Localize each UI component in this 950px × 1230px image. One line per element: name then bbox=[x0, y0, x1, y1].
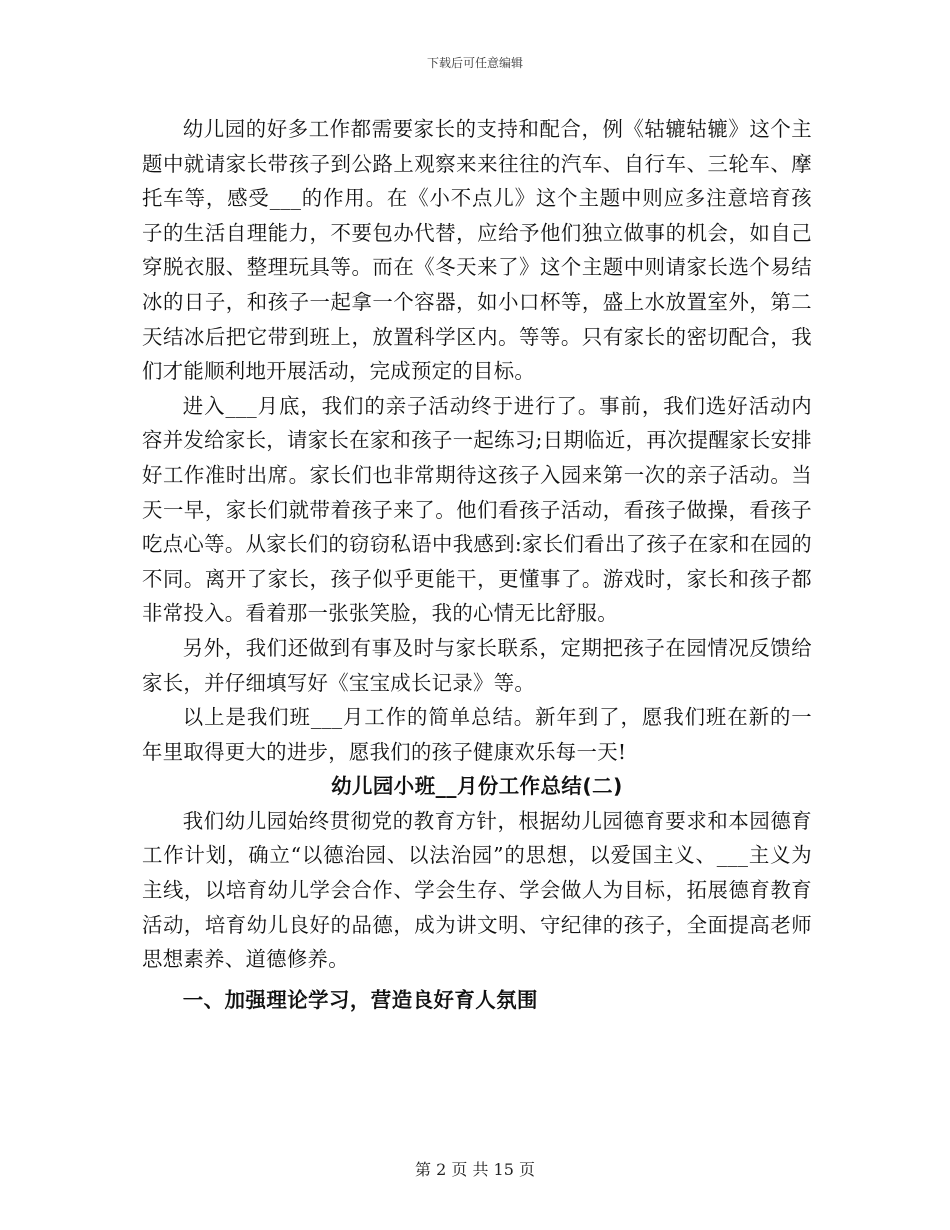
subheading-theory-study: 一、加强理论学习，营造良好育人氛围 bbox=[182, 987, 538, 1012]
page-footer: 第 2 页 共 15 页 bbox=[415, 1160, 535, 1179]
section-title: 幼儿园小班__月份工作总结(二) bbox=[331, 774, 623, 799]
paragraph-moral-education: 我们幼儿园始终贯彻党的教育方针，根据幼儿园德育要求和本园德育工作计划，确立“以德治园、以法治园”的思想，以爱国主义、___主义为主线，以培育幼儿学会合作、学会生存、学会做人为目标，拓展德育教育活动，培育幼儿良好的品德，成为讲文明、守纪律的孩子，全面提高老师思想素养、道德修养。 bbox=[142, 808, 812, 972]
paragraph-parent-child-activity: 进入___月底，我们的亲子活动终于进行了。事前，我们选好活动内容并发给家长，请家长在家和孩子一起练习;日期临近，再次提醒家长安排好工作准时出席。家长们也非常期待这孩子入园来第一次的亲子活动。当天一早，家长们就带着孩子来了。他们看孩子活动，看孩子做操，看孩子吃点心等。从家长们的窃窃私语中我感到:家长们看出了孩子在家和在园的不同。离开了家长，孩子似乎更能干，更懂事了。游戏时，家长和孩子都非常投入。看着那一张张笑脸，我的心情无比舒服。 bbox=[142, 393, 812, 626]
page-header: 下载后可任意编辑 bbox=[426, 56, 523, 70]
paragraph-summary-closing: 以上是我们班___月工作的简单总结。新年到了，愿我们班在新的一年里取得更大的进步，愿我们的孩子健康欢乐每一天! bbox=[142, 705, 812, 764]
document-body bbox=[142, 112, 812, 1017]
paragraph-contact-parents: 另外，我们还做到有事及时与家长联系，定期把孩子在园情况反馈给家长，并仔细填写好《宝宝成长记录》等。 bbox=[142, 635, 812, 695]
paragraph-parent-cooperation: 幼儿园的好多工作都需要家长的支持和配合，例《轱辘轱辘》这个主题中就请家长带孩子到公路上观察来来往往的汽车、自行车、三轮车、摩托车等，感受___的作用。在《小不点儿》这个主题中则应多注意培育孩子的生活自理能力，不要包办代替，应给予他们独立做事的机会，如自己穿脱衣服、整理玩具等。而在《冬天来了》这个主题中则请家长选个易结冰的日子，和孩子一起拿一个容器，如小口杯等，盛上水放置室外，第二天结冰后把它带到班上，放置科学区内。等等。只有家长的密切配合，我们才能顺利地开展活动，完成预定的目标。 bbox=[142, 117, 812, 384]
